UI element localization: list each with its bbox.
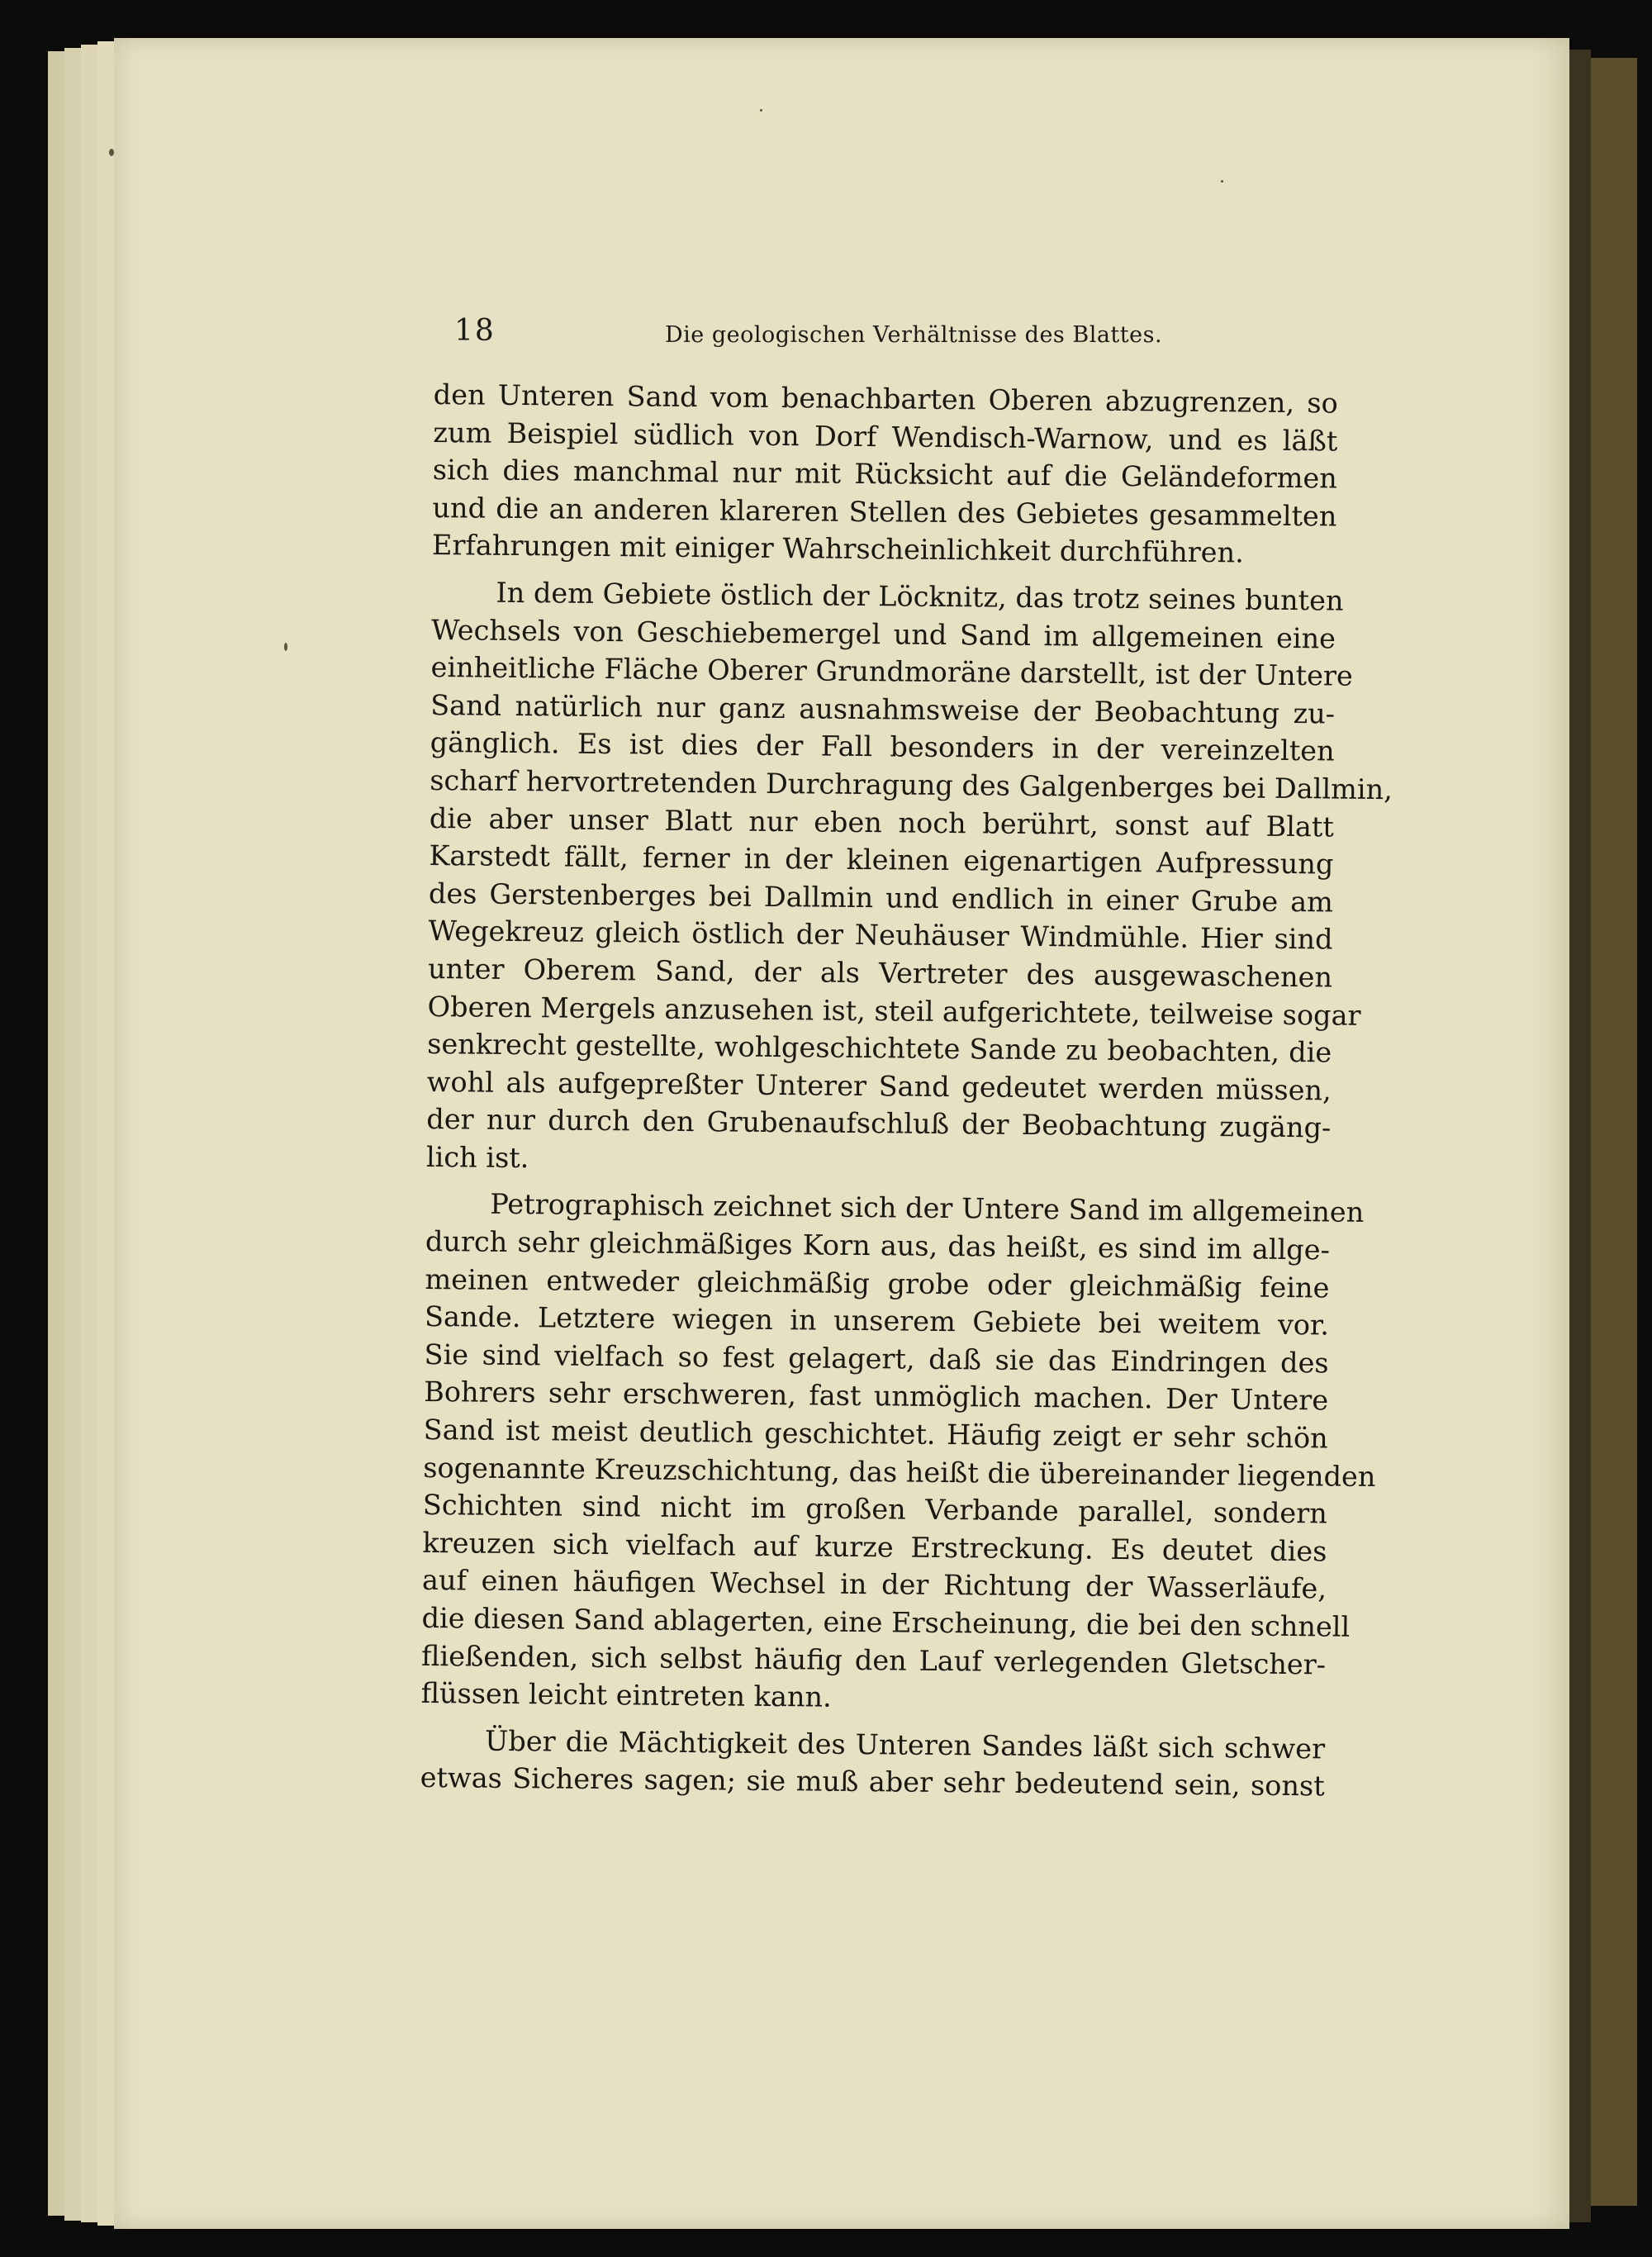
paragraph (425, 573, 1393, 1185)
paragraph (420, 1185, 1376, 1721)
paper-speck (284, 643, 287, 651)
text-line: Petrographisch zeichnet sich der Untere Sand im allgemeinen (490, 1188, 1365, 1229)
paragraph (420, 1722, 1325, 1806)
text-line: sogenannte Kreuzschichtung, das heißt die übereinander liegenden (423, 1451, 1376, 1493)
text-line: die aber unser Blatt nur eben noch berührt, sonst auf Blatt (429, 801, 1335, 843)
text-line: wohl als aufgepreßter Unterer Sand gedeutet werden müssen, (426, 1065, 1332, 1107)
running-head (454, 314, 1404, 363)
binding-shadow (1569, 50, 1591, 2222)
text-line: Sande. Letztere wiegen in unserem Gebiete bei weitem vor. (424, 1300, 1330, 1342)
text-line: Wechsels von Geschiebemergel und Sand im allgemeinen eine (430, 613, 1336, 655)
text-line: kreuzen sich vielfach auf kurze Erstreckung. Es deutet dies (422, 1526, 1327, 1568)
paper-speck (109, 149, 114, 156)
text-line: der nur durch den Grubenaufschluß der Beobachtung zugäng- (426, 1103, 1332, 1144)
page-number: 18 (454, 314, 496, 348)
text-line: scharf hervortretenden Durchragung des Galgenberges bei Dallmin, (430, 763, 1393, 806)
text-line: Karstedt fällt, ferner in der kleinen eigenartigen Aufpressung (429, 839, 1334, 881)
text-line: Bohrers sehr erschweren, fast unmöglich machen. Der Untere (424, 1376, 1329, 1417)
text-line: Sie sind vielfach so fest gelagert, daß sie das Eindringen des (424, 1338, 1329, 1380)
facing-page-edge (1591, 58, 1637, 2206)
text-line: etwas Sicheres sagen; sie muß aber sehr bedeutend sein, sonst (420, 1761, 1325, 1803)
text-line: Sand ist meist deutlich geschichtet. Häufig zeigt er sehr schön (423, 1413, 1328, 1455)
paragraph (432, 376, 1338, 573)
text-line: und die an anderen klareren Stellen des Gebietes gesammelten (432, 491, 1337, 533)
text-line: die diesen Sand ablagerten, eine Erscheinung, die bei den schnell (421, 1601, 1351, 1643)
text-line: sich dies manchmal nur mit Rücksicht auf die Geländeformen (432, 454, 1338, 495)
text-line: des Gerstenberges bei Dallmin und endlich in einer Grube am (428, 877, 1334, 919)
paper-speck (1221, 180, 1223, 183)
text-line: Sand natürlich nur ganz ausnahmsweise der Beobachtung zu- (430, 688, 1336, 730)
text-line: Wegekreuz gleich östlich der Neuhäuser Windmühle. Hier sind (428, 915, 1333, 956)
text-line: gänglich. Es ist dies der Fall besonders in der vereinzelten (430, 726, 1335, 767)
text-line: Über die Mächtigkeit des Unteren Sandes läßt sich schwer (484, 1724, 1326, 1765)
text-line: flüssen leicht eintreten kann. (420, 1677, 832, 1713)
paper-speck (760, 109, 762, 112)
text-line: auf einen häufigen Wechsel in der Richtung der Wasserläufe, (421, 1564, 1327, 1605)
text-line: den Unteren Sand vom benachbarten Oberen abzugrenzen, so (433, 378, 1338, 420)
text-line: Erfahrungen mit einiger Wahrscheinlichkeit durchführen. (431, 529, 1245, 569)
text-line: durch sehr gleichmäßiges Korn aus, das heißt, es sind im allge- (425, 1225, 1331, 1266)
text-line: einheitliche Fläche Oberer Grundmoräne darstellt, ist der Untere (430, 651, 1353, 692)
text-line: fließenden, sich selbst häufig den Lauf verlegenden Gletscher- (420, 1639, 1327, 1681)
running-head-title: Die geologischen Verhältnisse des Blattes. (665, 322, 1163, 348)
text-line: senkrecht gestellte, wohlgeschichtete Sande zu beobachten, die (427, 1028, 1332, 1069)
text-line: Schichten sind nicht im großen Verbande parallel, sondern (422, 1489, 1328, 1530)
text-line: unter Oberem Sand, der als Vertreter des ausgewaschenen (427, 952, 1333, 994)
text-line: In dem Gebiete östlich der Löcknitz, das trotz seines bunten (496, 576, 1344, 617)
text-line: lich ist. (425, 1140, 529, 1175)
text-line: zum Beispiel südlich von Dorf Wendisch-Warnow, und es läßt (433, 416, 1338, 458)
text-line: meinen entweder gleichmäßig grobe oder gleichmäßig feine (425, 1262, 1330, 1304)
body-text (420, 376, 1393, 1814)
text-line: Oberen Mergels anzusehen ist, steil aufgerichtete, teilweise sogar (427, 990, 1361, 1032)
